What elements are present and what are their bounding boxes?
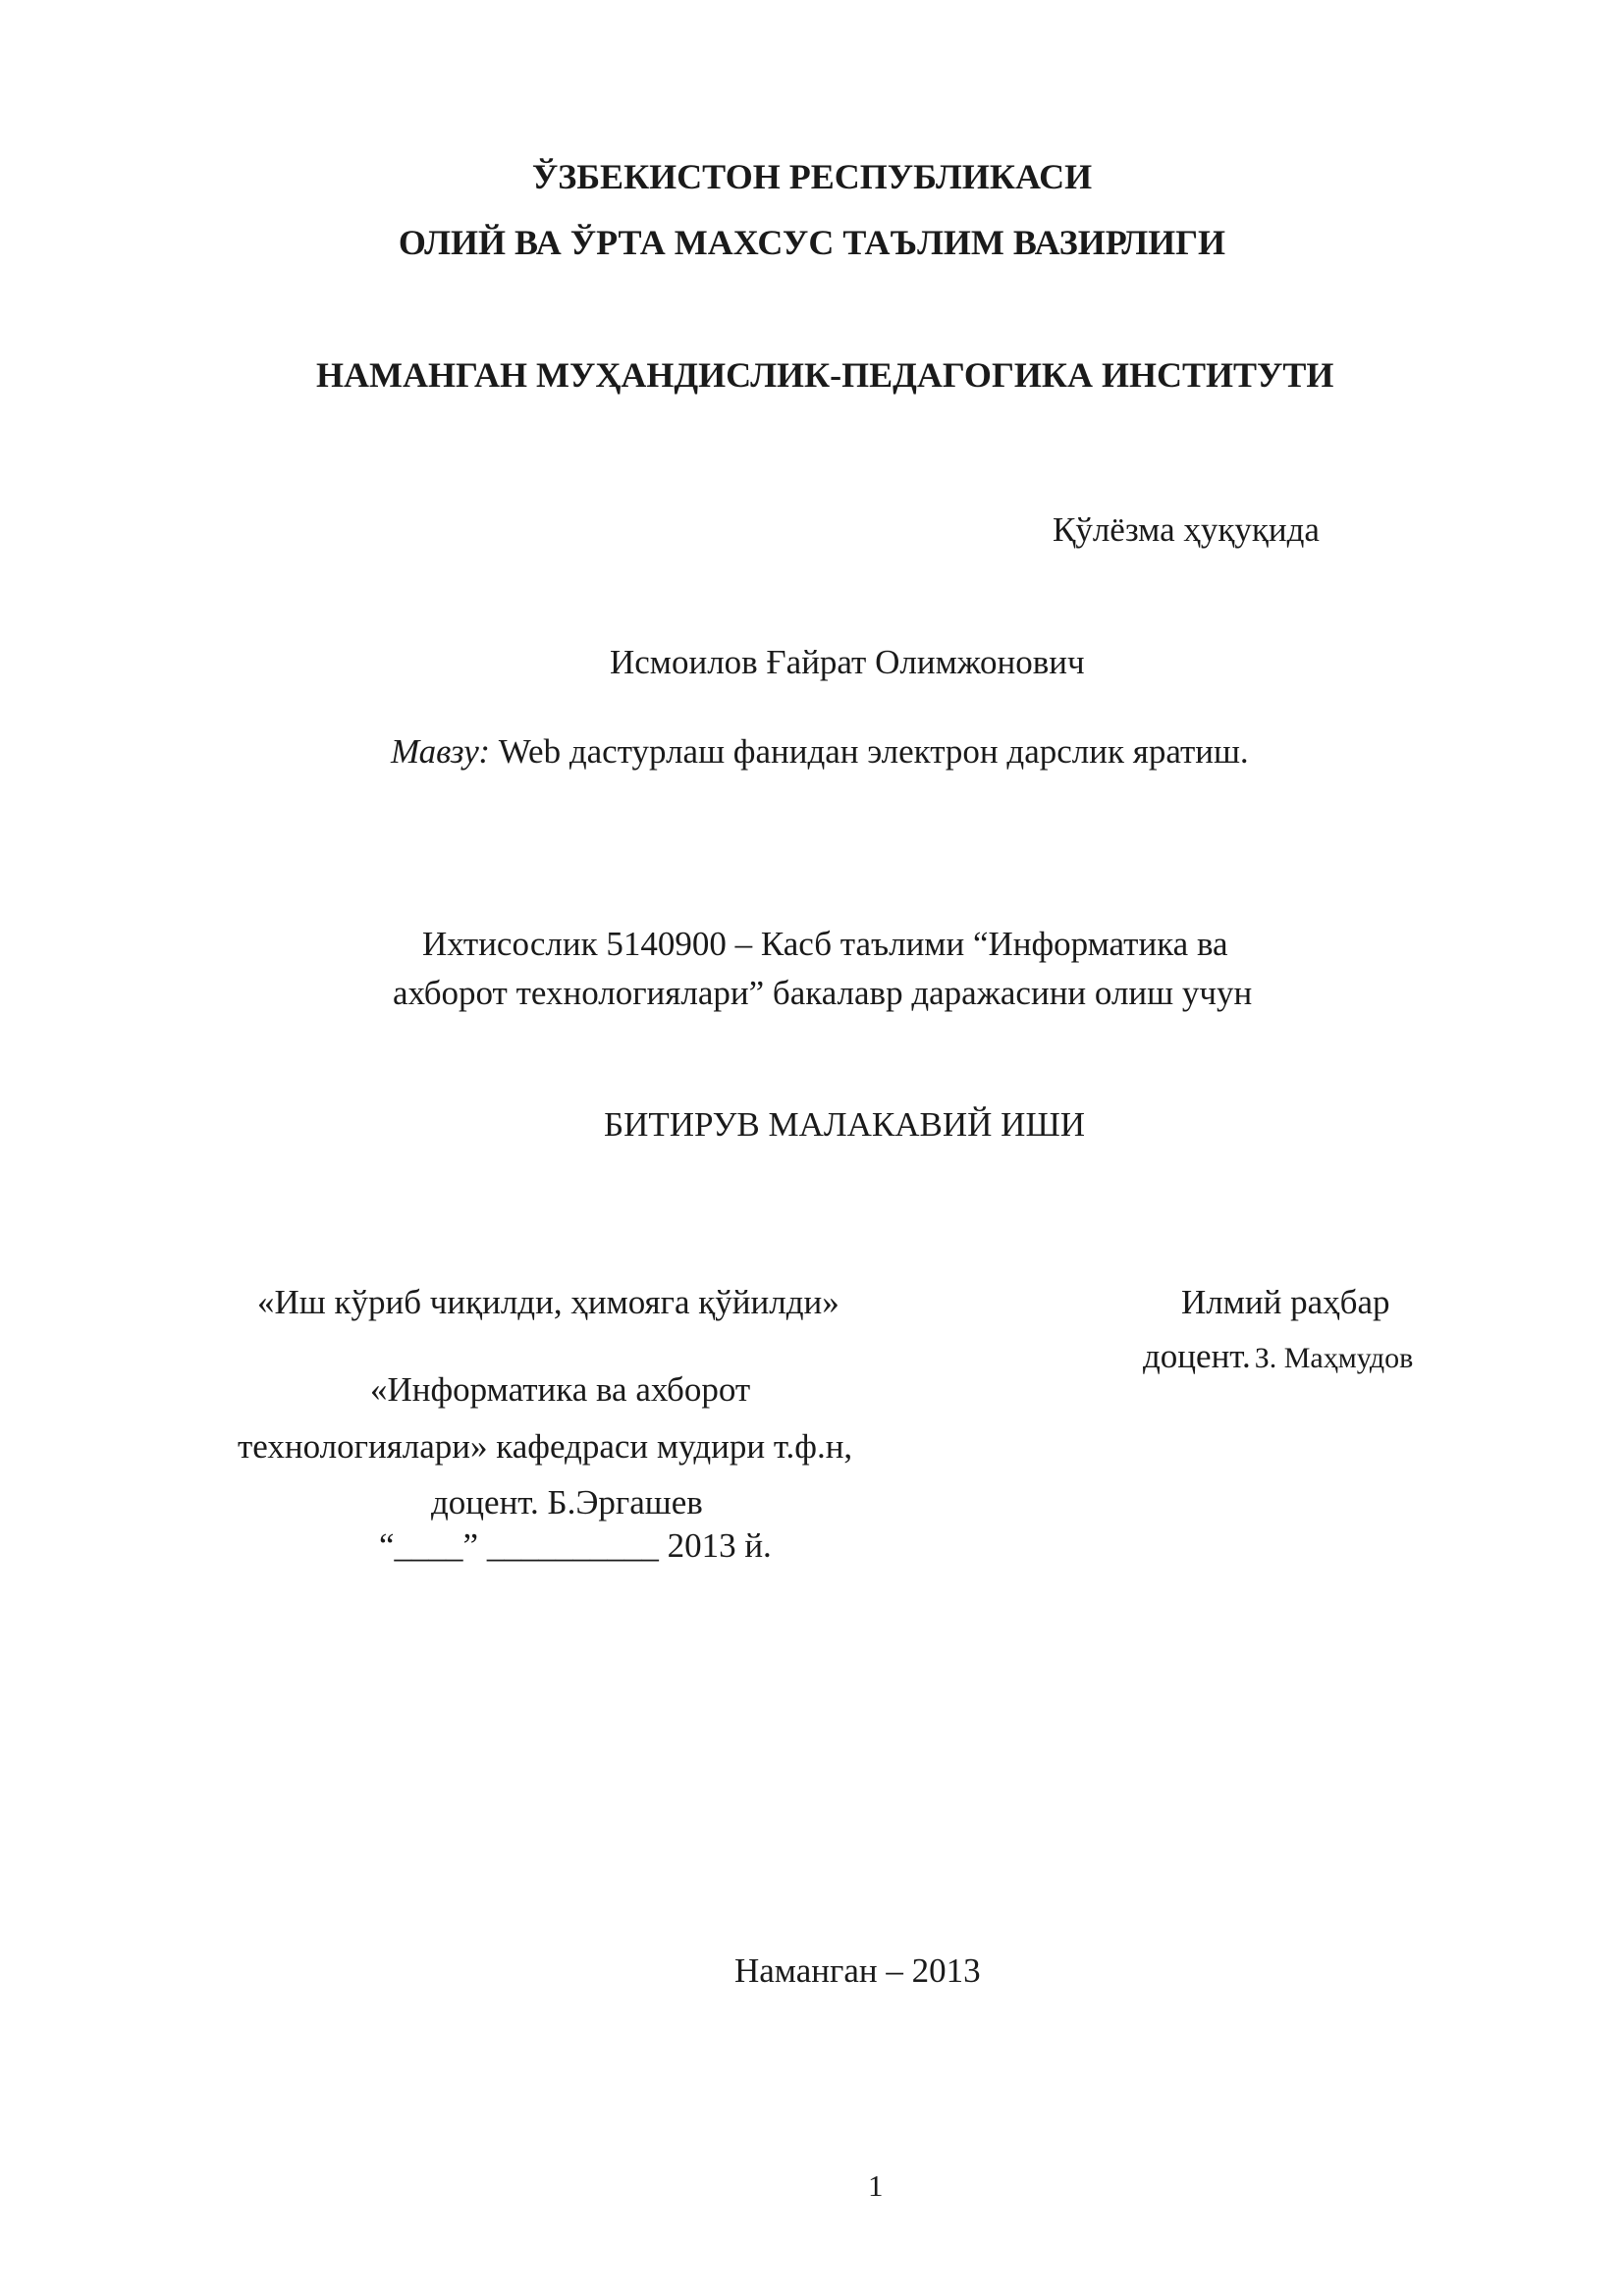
place-year: Наманган – 2013 bbox=[734, 1951, 981, 1990]
specialty-line-2: ахборот технологиялари” бакалавр даражасини олиш учун bbox=[393, 974, 1253, 1012]
supervisor-rank: доцент. bbox=[1143, 1337, 1251, 1375]
supervisor-name: З. Маҳмудов bbox=[1254, 1342, 1414, 1374]
specialty-line-1: Ихтисослик 5140900 – Касб таълими “Информатика ва bbox=[422, 925, 1228, 963]
approval-line-2: «Информатика ва ахборот bbox=[370, 1370, 751, 1409]
topic-line bbox=[391, 734, 1249, 769]
author-name: Исмоилов Ғайрат Олимжонович bbox=[610, 643, 1085, 681]
work-type-title: БИТИРУВ МАЛАКАВИЙ ИШИ bbox=[604, 1105, 1086, 1144]
supervisor-line bbox=[1143, 1339, 1413, 1373]
approval-line-4: доцент. Б.Эргашев bbox=[431, 1483, 703, 1522]
approval-line-3: технологиялари» кафедраси мудири т.ф.н, bbox=[238, 1427, 853, 1466]
topic-text: Web дастурлаш фанидан электрон дарслик яратиш. bbox=[498, 732, 1249, 771]
institute-heading: НАМАНГАН МУҲАНДИСЛИК-ПЕДАГОГИКА ИНСТИТУТИ bbox=[316, 355, 1334, 395]
approval-date-line: “____” __________ 2013 й. bbox=[379, 1526, 772, 1565]
republic-heading: ЎЗБЕКИСТОН РЕСПУБЛИКАСИ bbox=[531, 157, 1093, 196]
topic-label: Мавзу: bbox=[391, 732, 491, 771]
ministry-heading: ОЛИЙ ВА ЎРТА МАХСУС ТАЪЛИМ ВАЗИРЛИГИ bbox=[398, 223, 1226, 262]
page-number: 1 bbox=[868, 2168, 884, 2203]
supervisor-title: Илмий раҳбар bbox=[1181, 1283, 1390, 1321]
manuscript-rights: Қўлёзма ҳуқуқида bbox=[1053, 510, 1320, 549]
approval-line-1: «Иш кўриб чиқилди, ҳимояга қўйилди» bbox=[257, 1283, 839, 1321]
